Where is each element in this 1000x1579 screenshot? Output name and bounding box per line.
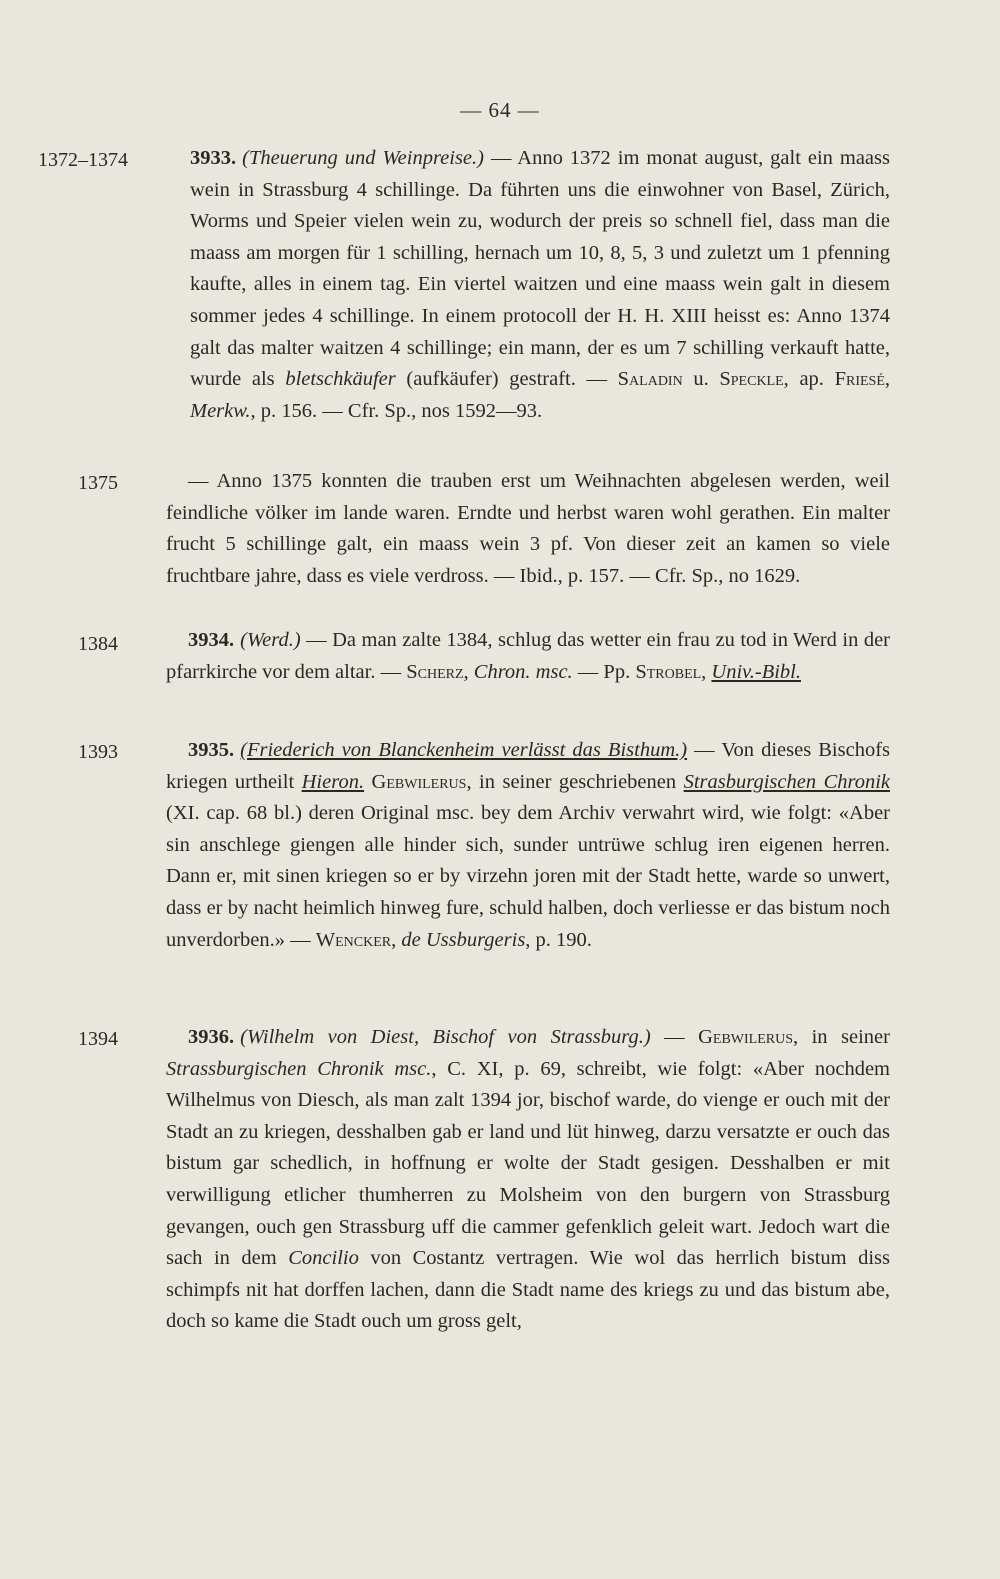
- entry-body: , in seiner geschriebenen: [466, 770, 684, 793]
- entry-body: —: [650, 1026, 699, 1048]
- author-name: Wencker: [315, 928, 392, 951]
- entry-body: , p. 156. — Cfr. Sp., nos 1592—93.: [250, 399, 543, 422]
- author-name: Gebwilerus: [371, 770, 467, 793]
- work-title: Concilio: [288, 1247, 359, 1270]
- entry-body: (aufkäufer) gestraft. —: [395, 368, 618, 391]
- entry-number: 3934.: [188, 629, 235, 651]
- work-title: de Ussburgeris: [401, 928, 526, 951]
- year-label: 1375: [78, 472, 118, 494]
- entry-body: — Anno 1375 konnten die trauben erst um Weihnachten abgelesen werden, weil feindliche völker im lande waren. Erndte und herbst waren wohl gerathen. Ein malter frucht 5 schillinge galt, ein maass wein 3 pf. Von dieser zeit an kamen so viele fruchtbare jahre, dass es viele verdross. — Ibid., p. 157. — Cfr. Sp., no 1629.: [166, 470, 890, 587]
- entry-text: [166, 735, 890, 956]
- entry-body: u.: [682, 368, 720, 391]
- entry-title: (Werd.): [240, 629, 301, 651]
- entry-body: , C. XI, p. 69, schreibt, wie folgt: «Aber nochdem Wilhelmus von Diesch, als man zalt 1394 jor, bischof warde, do vienge er ouch mit der Stadt an zu kriegen, desshalben gab er land und lüt hinweg, darzu versatzte er ouch das bistum gar schedlich, in hoffnung er wolte der Stadt gesigen. Desshalben er mit verwilligung etlicher thumherren zu Molsheim von den burgern von Strassburg gevangen, ouch gen Strassburg uff die cammer gefenklich geleit wart. Jedoch wart die sach in dem: [166, 1057, 890, 1270]
- page-number: — 64 —: [460, 98, 540, 122]
- entry-body: ,: [391, 928, 402, 951]
- entry-body: ,: [463, 660, 474, 683]
- entry-title: (Theuerung und Weinpreise.): [242, 147, 484, 169]
- work-title: Chron. msc.: [473, 660, 573, 683]
- work-title: Strassburgischen Chronik msc.: [166, 1057, 432, 1080]
- year-label: 1393: [78, 741, 118, 763]
- entry-body: (XI. cap. 68 bl.) deren Original msc. bey dem Archiv verwahrt wird, wie folgt: «Aber sin anschlege giengen alle hinder sich, sunder untrüwe schlug iren eigenen herren. Dann er, mit sinen kriegen so er by virzehn joren mit der Stadt hette, warde so unwert, dass er by nacht heimlich hinweg fure, schuld halben, doch verliesse er das bistum noch unverdorben.» —: [166, 802, 890, 951]
- author-name: Friesé: [834, 368, 885, 391]
- year-label: 1372–1374: [38, 149, 128, 171]
- work-title: Strasburgischen Chronik: [683, 770, 891, 793]
- author-name: Gebwilerus: [698, 1026, 794, 1048]
- author-name: Strobel: [635, 660, 702, 683]
- author-name: Speckle: [719, 368, 784, 391]
- year-label: 1394: [78, 1028, 118, 1050]
- year-label: 1384: [78, 633, 118, 655]
- entry-body: — Da man zalte 1384, schlug das wetter ein frau zu tod in Werd in der pfarrkirche vor dem altar. —: [166, 629, 890, 683]
- entry-text: [166, 625, 890, 688]
- entry-body: , in seiner: [793, 1026, 890, 1048]
- entry-text: [190, 143, 890, 427]
- work-title: Univ.-Bibl.: [711, 660, 801, 683]
- entry-body: [364, 771, 371, 793]
- entry-body: — Pp.: [572, 660, 636, 683]
- entry-text: [166, 1022, 890, 1338]
- work-title: Merkw.: [190, 399, 251, 422]
- entry-text: [166, 466, 890, 592]
- entry-title: (Friederich von Blanckenheim verlässt das Bisthum.): [240, 739, 688, 761]
- entry-body: — Anno 1372 im monat august, galt ein maass wein in Strassburg 4 schillinge. Da führten uns die einwohner von Basel, Zürich, Worms und Speier vielen wein zu, wodurch der preis so schnell fiel, dass man die maass am morgen für 1 schilling, hernach um 10, 8, 5, 3 und zuletzt um 1 pfenning kaufte, alles in einem tag. Ein viertel waitzen und eine maass wein galt in diesem sommer jedes 4 schillinge. In einem protocoll der H. H. XIII heisst es: Anno 1374 galt das malter waitzen 4 schillinge; ein mann, der es um 7 schilling verkauft hatte, wurde als: [190, 147, 890, 391]
- entry-body: von Costantz vertragen. Wie wol das herrlich bistum diss schimpfs nit hat dorffen lachen, dann die Stadt name des kriegs zu und das bistum abe, doch so kame die Stadt ouch um gross gelt,: [166, 1247, 891, 1333]
- entry-title: (Wilhelm von Diest, Bischof von Strassburg.): [240, 1026, 651, 1048]
- author-name: Saladin: [617, 368, 683, 391]
- entry-number: 3935.: [188, 739, 235, 761]
- entry-body: ,: [701, 660, 712, 683]
- term: bletschkäufer: [285, 368, 396, 391]
- person-name: Hieron.: [301, 770, 365, 793]
- entry-body: , p. 190.: [525, 928, 592, 951]
- entry-body: , ap.: [783, 368, 835, 391]
- entry-number: 3936.: [188, 1026, 235, 1048]
- entry-body: ,: [884, 368, 890, 391]
- author-name: Scherz: [406, 660, 464, 683]
- entry-body: — Von dieses Bischofs kriegen urtheilt: [166, 739, 890, 793]
- entry-number: 3933.: [190, 147, 237, 169]
